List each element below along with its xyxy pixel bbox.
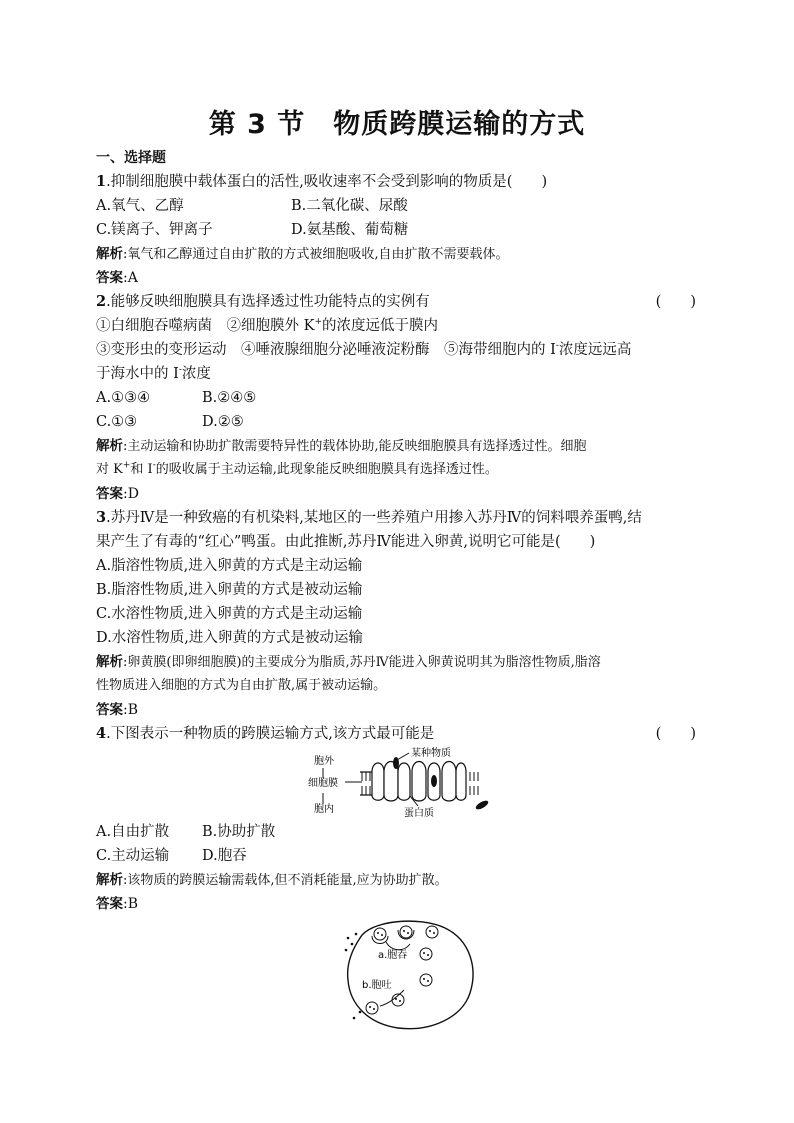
- question-4-option-b: B.协助扩散: [202, 824, 276, 840]
- superscript: -: [152, 460, 156, 471]
- superscript: -: [555, 341, 559, 352]
- label-outside: 胞外: [314, 756, 334, 767]
- endocytosis-arrow: [386, 942, 410, 950]
- question-1-option-a: A.氧气、乙醇: [96, 198, 184, 214]
- membrane-protein: [398, 763, 410, 800]
- question-2-items-line1: [96, 314, 700, 338]
- question-3-stem-line2: 果产生了有毒的“红心”鸭蛋。由此推断,苏丹Ⅳ能进入卵黄,说明它可能是( ): [96, 534, 596, 550]
- vesicle: [400, 926, 412, 938]
- question-3-option-a: A.脂溶性物质,进入卵黄的方式是主动运输: [96, 558, 363, 574]
- question-4-option-a: A.自由扩散: [96, 824, 170, 840]
- question-2-item-text: ①白细胞吞噬病菌 ②细胞膜外 K: [96, 318, 315, 334]
- question-1-options-row2: [96, 218, 700, 242]
- question-2-analysis-text: :主动运输和协助扩散需要特异性的载体协助,能反映细胞膜具有选择透过性。细胞: [123, 439, 587, 454]
- vesicle: [366, 1002, 378, 1014]
- question-3-option-c: C.水溶性物质,进入卵黄的方式是主动运输: [96, 606, 363, 622]
- question-1-options-row1: [96, 194, 700, 218]
- label-membrane: 细胞膜: [308, 778, 338, 789]
- question-2-option-b: B.②④⑤: [202, 390, 257, 406]
- section-heading: 一、选择题: [96, 150, 166, 166]
- superscript: -: [178, 365, 182, 376]
- answer-label: 答案: [96, 270, 123, 286]
- question-2-analysis-text: 和 I: [130, 462, 153, 477]
- label-inside: 胞内: [314, 804, 334, 815]
- label-exocytosis: b.胞吐: [362, 980, 392, 991]
- question-2-analysis-line2: [96, 458, 700, 482]
- pointer-substance: [397, 753, 409, 760]
- vesicle: [374, 928, 386, 940]
- question-2-items-line3: [96, 362, 700, 386]
- cell-diagram: [96, 916, 700, 1046]
- analysis-label: 解析: [96, 872, 123, 888]
- question-3-analysis-line2: 性物质进入细胞的方式为自由扩散,属于被动运输。: [96, 678, 387, 693]
- question-2-item-text: ③变形虫的变形运动 ④唾液腺细胞分泌唾液淀粉酶 ⑤海带细胞内的 I: [96, 342, 556, 358]
- membrane-protein: [412, 762, 426, 802]
- label-endocytosis: a.胞吞: [378, 950, 408, 961]
- question-2-item-text: 浓度: [181, 366, 211, 382]
- question-3-analysis-text: :卵黄膜(即卵细胞膜)的主要成分为脂质,苏丹Ⅳ能进入卵黄说明其为脂溶性物质,脂溶: [123, 655, 601, 670]
- question-4-number: 4: [96, 725, 107, 742]
- question-4-option-d: D.胞吞: [202, 848, 247, 864]
- question-1-stem: [96, 170, 700, 194]
- analysis-label: 解析: [96, 438, 123, 454]
- membrane-diagram: [96, 746, 700, 820]
- substance-particle: [431, 775, 437, 787]
- membrane-protein: [442, 762, 456, 802]
- membrane-protein: [456, 763, 466, 800]
- question-2-items-line2: [96, 338, 700, 362]
- question-4-stem: [96, 722, 700, 746]
- question-2-option-d: D.②⑤: [202, 414, 244, 430]
- page-title: 第 3 节 物质跨膜运输的方式: [208, 109, 586, 140]
- question-1-answer-value: :A: [123, 270, 138, 286]
- question-1-text: .抑制细胞膜中载体蛋白的活性,吸收速率不会受到影响的物质是( ): [106, 174, 548, 190]
- substance-particle: [393, 757, 399, 769]
- question-1-option-d: D.氨基酸、葡萄糖: [291, 222, 409, 238]
- question-3-stem-line1: [96, 506, 700, 530]
- question-4-answer: [96, 892, 700, 916]
- question-1-option-b: B.二氧化碳、尿酸: [291, 198, 408, 214]
- vesicle: [420, 974, 432, 986]
- question-2-option-a: A.①③④: [96, 390, 151, 406]
- answer-label: 答案: [96, 896, 123, 912]
- label-protein: 蛋白质: [404, 808, 434, 819]
- question-4-answer-value: :B: [123, 896, 139, 912]
- question-4-text: .下图表示一种物质的跨膜运输方式,该方式最可能是: [106, 726, 435, 742]
- analysis-label: 解析: [96, 654, 123, 670]
- question-2-analysis-line1: [96, 434, 700, 458]
- question-2-options-row2: [96, 410, 700, 434]
- question-2-answer-blank: ( ): [655, 294, 696, 310]
- question-4-options-row2: [96, 844, 700, 868]
- vesicle: [426, 926, 438, 938]
- question-4-option-c: C.主动运输: [96, 848, 170, 864]
- question-2-option-c: C.①③: [96, 414, 138, 430]
- question-1-answer: [96, 266, 700, 290]
- superscript: +: [122, 460, 131, 471]
- question-3-text: .苏丹Ⅳ是一种致癌的有机染料,某地区的一些养殖户用掺入苏丹Ⅳ的饲料喂养蛋鸭,结: [106, 510, 642, 526]
- question-2-options-row1: [96, 386, 700, 410]
- question-4-answer-blank: ( ): [655, 726, 696, 742]
- question-2-text: .能够反映细胞膜具有选择透过性功能特点的实例有: [106, 294, 430, 310]
- answer-label: 答案: [96, 702, 123, 718]
- question-2-item-text: 浓度远远高: [558, 342, 632, 358]
- question-2-answer: [96, 482, 700, 506]
- question-4-options-row1: [96, 820, 700, 844]
- question-2-item-text: 于海水中的 I: [96, 366, 179, 382]
- membrane-protein: [372, 763, 384, 800]
- question-1-number: 1: [96, 173, 107, 190]
- vesicle: [420, 948, 432, 960]
- question-3-option-d: D.水溶性物质,进入卵黄的方式是被动运输: [96, 630, 363, 646]
- question-3-analysis-line1: [96, 650, 700, 674]
- question-3-option-b: B.脂溶性物质,进入卵黄的方式是被动运输: [96, 582, 363, 598]
- question-3-answer: [96, 698, 700, 722]
- question-2-stem: [96, 290, 700, 314]
- question-2-analysis-text: 的吸收属于主动运输,此现象能反映细胞膜具有选择透过性。: [155, 462, 498, 477]
- membrane-transport-figure: [96, 746, 700, 820]
- question-2-analysis-text: 对 K: [96, 462, 123, 477]
- question-2-item-text: 的浓度远低于膜内: [322, 318, 438, 334]
- worksheet-content: [96, 146, 700, 1046]
- question-3-answer-value: :B: [123, 702, 139, 718]
- question-4-analysis-text: :该物质的跨膜运输需载体,但不消耗能量,应为协助扩散。: [123, 873, 448, 888]
- question-1-analysis-text: :氧气和乙醇通过自由扩散的方式被细胞吸收,自由扩散不需要载体。: [123, 247, 509, 262]
- superscript: +: [314, 317, 322, 328]
- question-2-number: 2: [96, 293, 107, 310]
- analysis-label: 解析: [96, 246, 123, 262]
- question-2-answer-value: :D: [123, 486, 139, 502]
- substance-particle: [474, 799, 489, 811]
- question-1-option-c: C.镁离子、钾离子: [96, 222, 213, 238]
- question-3-number: 3: [96, 509, 107, 526]
- question-4-analysis: [96, 868, 700, 892]
- answer-label: 答案: [96, 486, 123, 502]
- cell-figure: [96, 916, 700, 1046]
- question-1-analysis: [96, 242, 700, 266]
- label-substance: 某种物质: [411, 748, 451, 759]
